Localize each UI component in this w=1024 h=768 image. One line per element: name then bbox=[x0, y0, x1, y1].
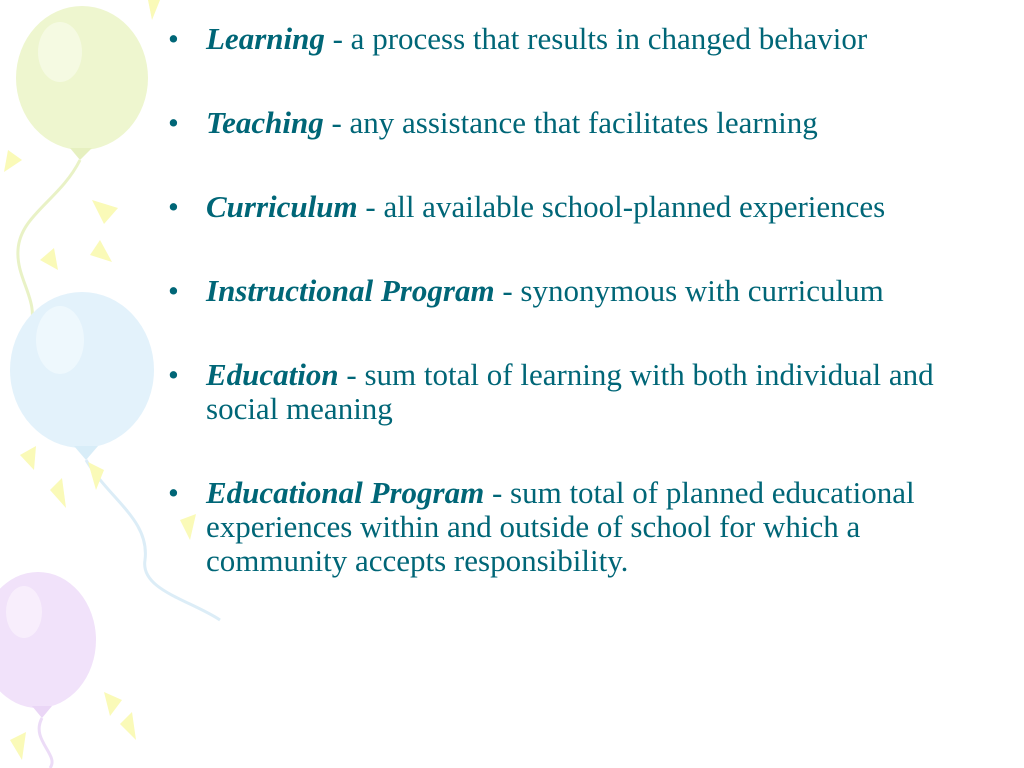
term-instructional-program: Instructional Program bbox=[206, 273, 495, 308]
list-item bbox=[168, 358, 988, 426]
term-learning: Learning bbox=[206, 21, 325, 56]
list-item bbox=[168, 22, 988, 56]
bullet-icon: • bbox=[168, 105, 179, 140]
bullet-icon: • bbox=[168, 475, 179, 510]
bullet-icon: • bbox=[168, 273, 179, 308]
definition-list bbox=[168, 22, 988, 628]
list-item bbox=[168, 274, 988, 308]
term-curriculum: Curriculum bbox=[206, 189, 358, 224]
list-item bbox=[168, 106, 988, 140]
definition-text: - any assistance that facilitates learning bbox=[323, 105, 818, 140]
bullet-icon: • bbox=[168, 357, 179, 392]
definition-text: - all available school-planned experiences bbox=[357, 189, 886, 224]
bullet-icon: • bbox=[168, 21, 179, 56]
term-educational-program: Educational Program bbox=[206, 475, 485, 510]
definition-text: - sum total of learning with both individual and social meaning bbox=[206, 357, 934, 426]
green-balloon-icon bbox=[16, 6, 148, 330]
bullet-icon: • bbox=[168, 189, 179, 224]
definition-text: - synonymous with curriculum bbox=[494, 273, 884, 308]
list-item bbox=[168, 476, 988, 578]
term-teaching: Teaching bbox=[206, 105, 324, 140]
term-education: Education bbox=[206, 357, 339, 392]
list-item bbox=[168, 190, 988, 224]
definition-text: - a process that results in changed behavior bbox=[324, 21, 868, 56]
definition-text: - sum total of planned educational experiences within and outside of school for which a community accepts responsibility. bbox=[206, 475, 915, 578]
